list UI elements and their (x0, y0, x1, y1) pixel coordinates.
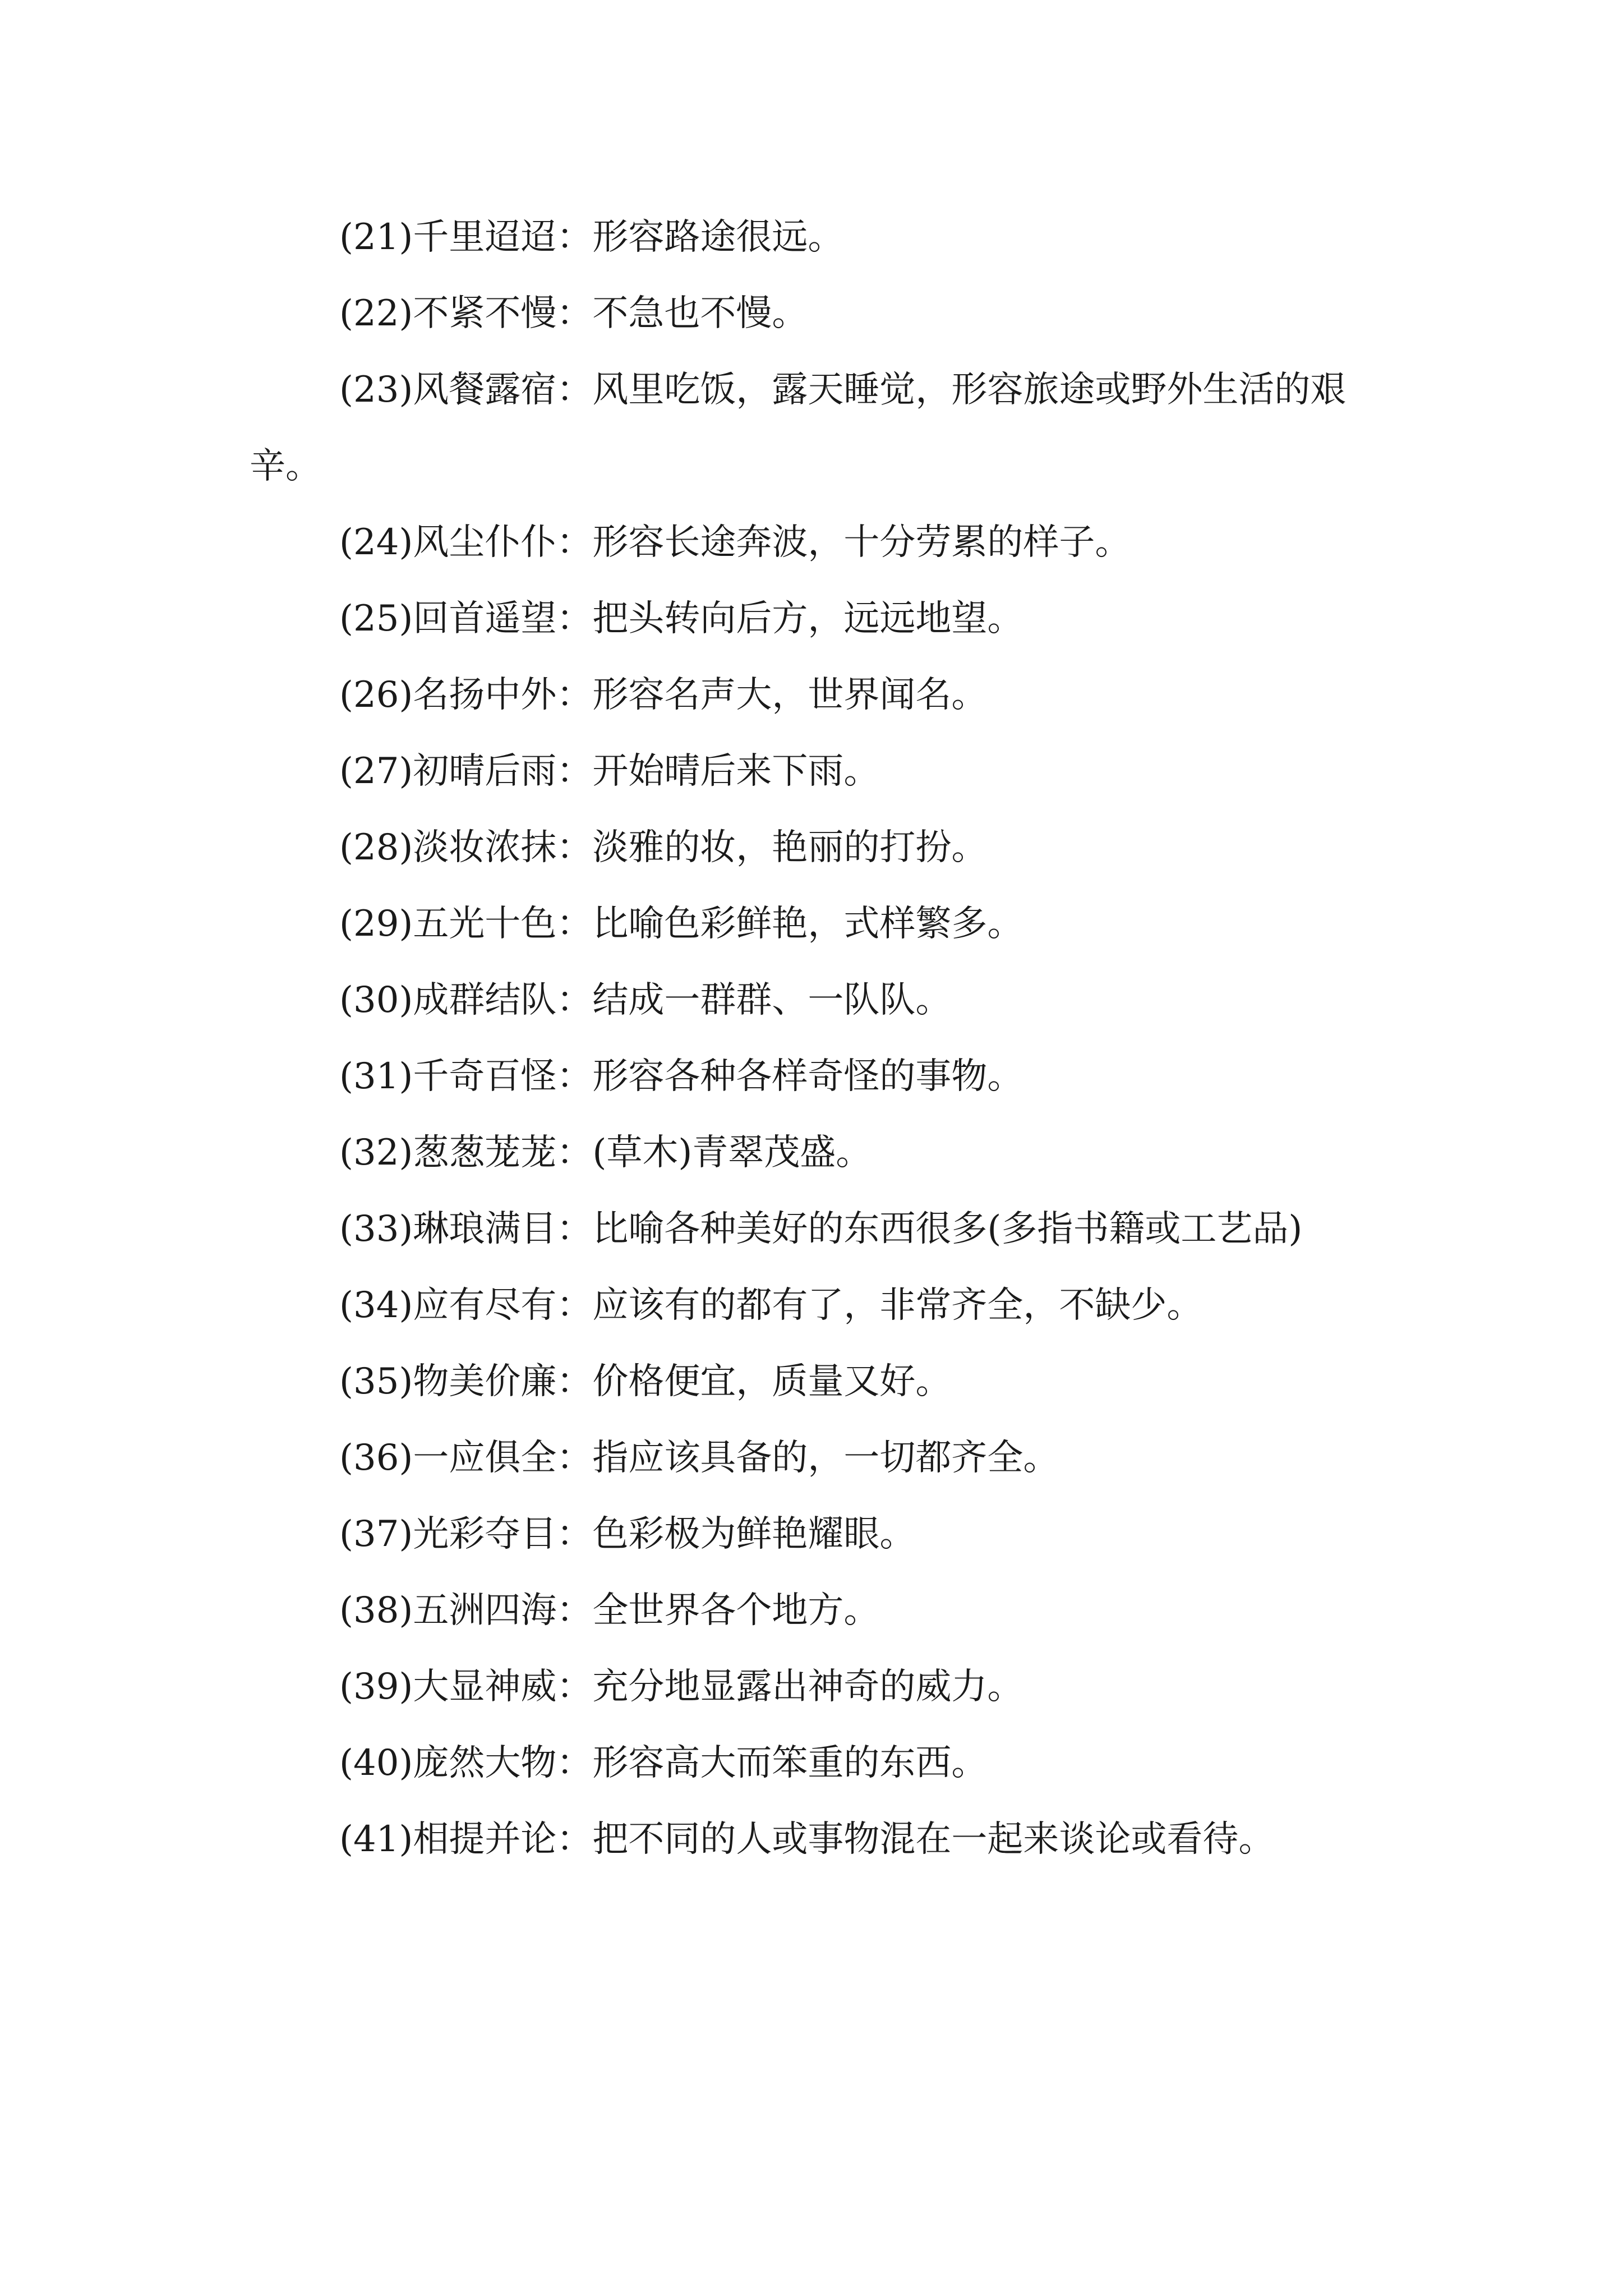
idiom-entry-34: (34)应有尽有：应该有的都有了，非常齐全，不缺少。 (339, 1285, 1203, 1326)
idiom-entry-37: (37)光彩夺目：色彩极为鲜艳耀眼。 (339, 1513, 916, 1555)
idiom-entry-23: (23)风餐露宿：风里吃饭，露天睡觉，形容旅途或野外生活的艰辛。 (250, 369, 1347, 487)
idiom-entry-41: (41)相提并论：把不同的人或事物混在一起来谈论或看待。 (339, 1819, 1275, 1860)
idiom-entry-21: (21)千里迢迢：形容路途很远。 (339, 217, 844, 258)
idiom-entry-31: (31)千奇百怪：形容各种各样奇怪的事物。 (339, 1056, 1023, 1097)
idiom-entry-33: (33)琳琅满目：比喻各种美好的东西很多(多指书籍或工艺品) (339, 1208, 1303, 1250)
idiom-entry-30: (30)成群结队：结成一群群、一队队。 (339, 979, 952, 1021)
idiom-entry-36: (36)一应俱全：指应该具备的，一切都齐全。 (339, 1437, 1059, 1479)
idiom-entry-24: (24)风尘仆仆：形容长途奔波，十分劳累的样子。 (339, 522, 1131, 563)
idiom-entry-29: (29)五光十色：比喻色彩鲜艳，式样繁多。 (339, 903, 1023, 945)
idiom-entry-32: (32)葱葱茏茏：(草木)青翠茂盛。 (339, 1132, 872, 1174)
idiom-entry-38: (38)五洲四海：全世界各个地方。 (339, 1590, 880, 1631)
idiom-entry-26: (26)名扬中外：形容名声大，世界闻名。 (339, 674, 988, 716)
idiom-entry-22: (22)不紧不慢：不急也不慢。 (339, 293, 808, 334)
idiom-entry-28: (28)淡妆浓抹：淡雅的妆，艳丽的打扮。 (339, 827, 988, 868)
idiom-entry-40: (40)庞然大物：形容高大而笨重的东西。 (339, 1742, 988, 1784)
idiom-entry-25: (25)回首遥望：把头转向后方，远远地望。 (339, 598, 1023, 639)
idiom-entry-35: (35)物美价廉：价格便宜，质量又好。 (339, 1361, 952, 1402)
idiom-entry-39: (39)大显神威：充分地显露出神奇的威力。 (339, 1666, 1023, 1708)
idiom-entry-27: (27)初晴后雨：开始晴后来下雨。 (339, 751, 880, 792)
idiom-list (250, 199, 1382, 1878)
